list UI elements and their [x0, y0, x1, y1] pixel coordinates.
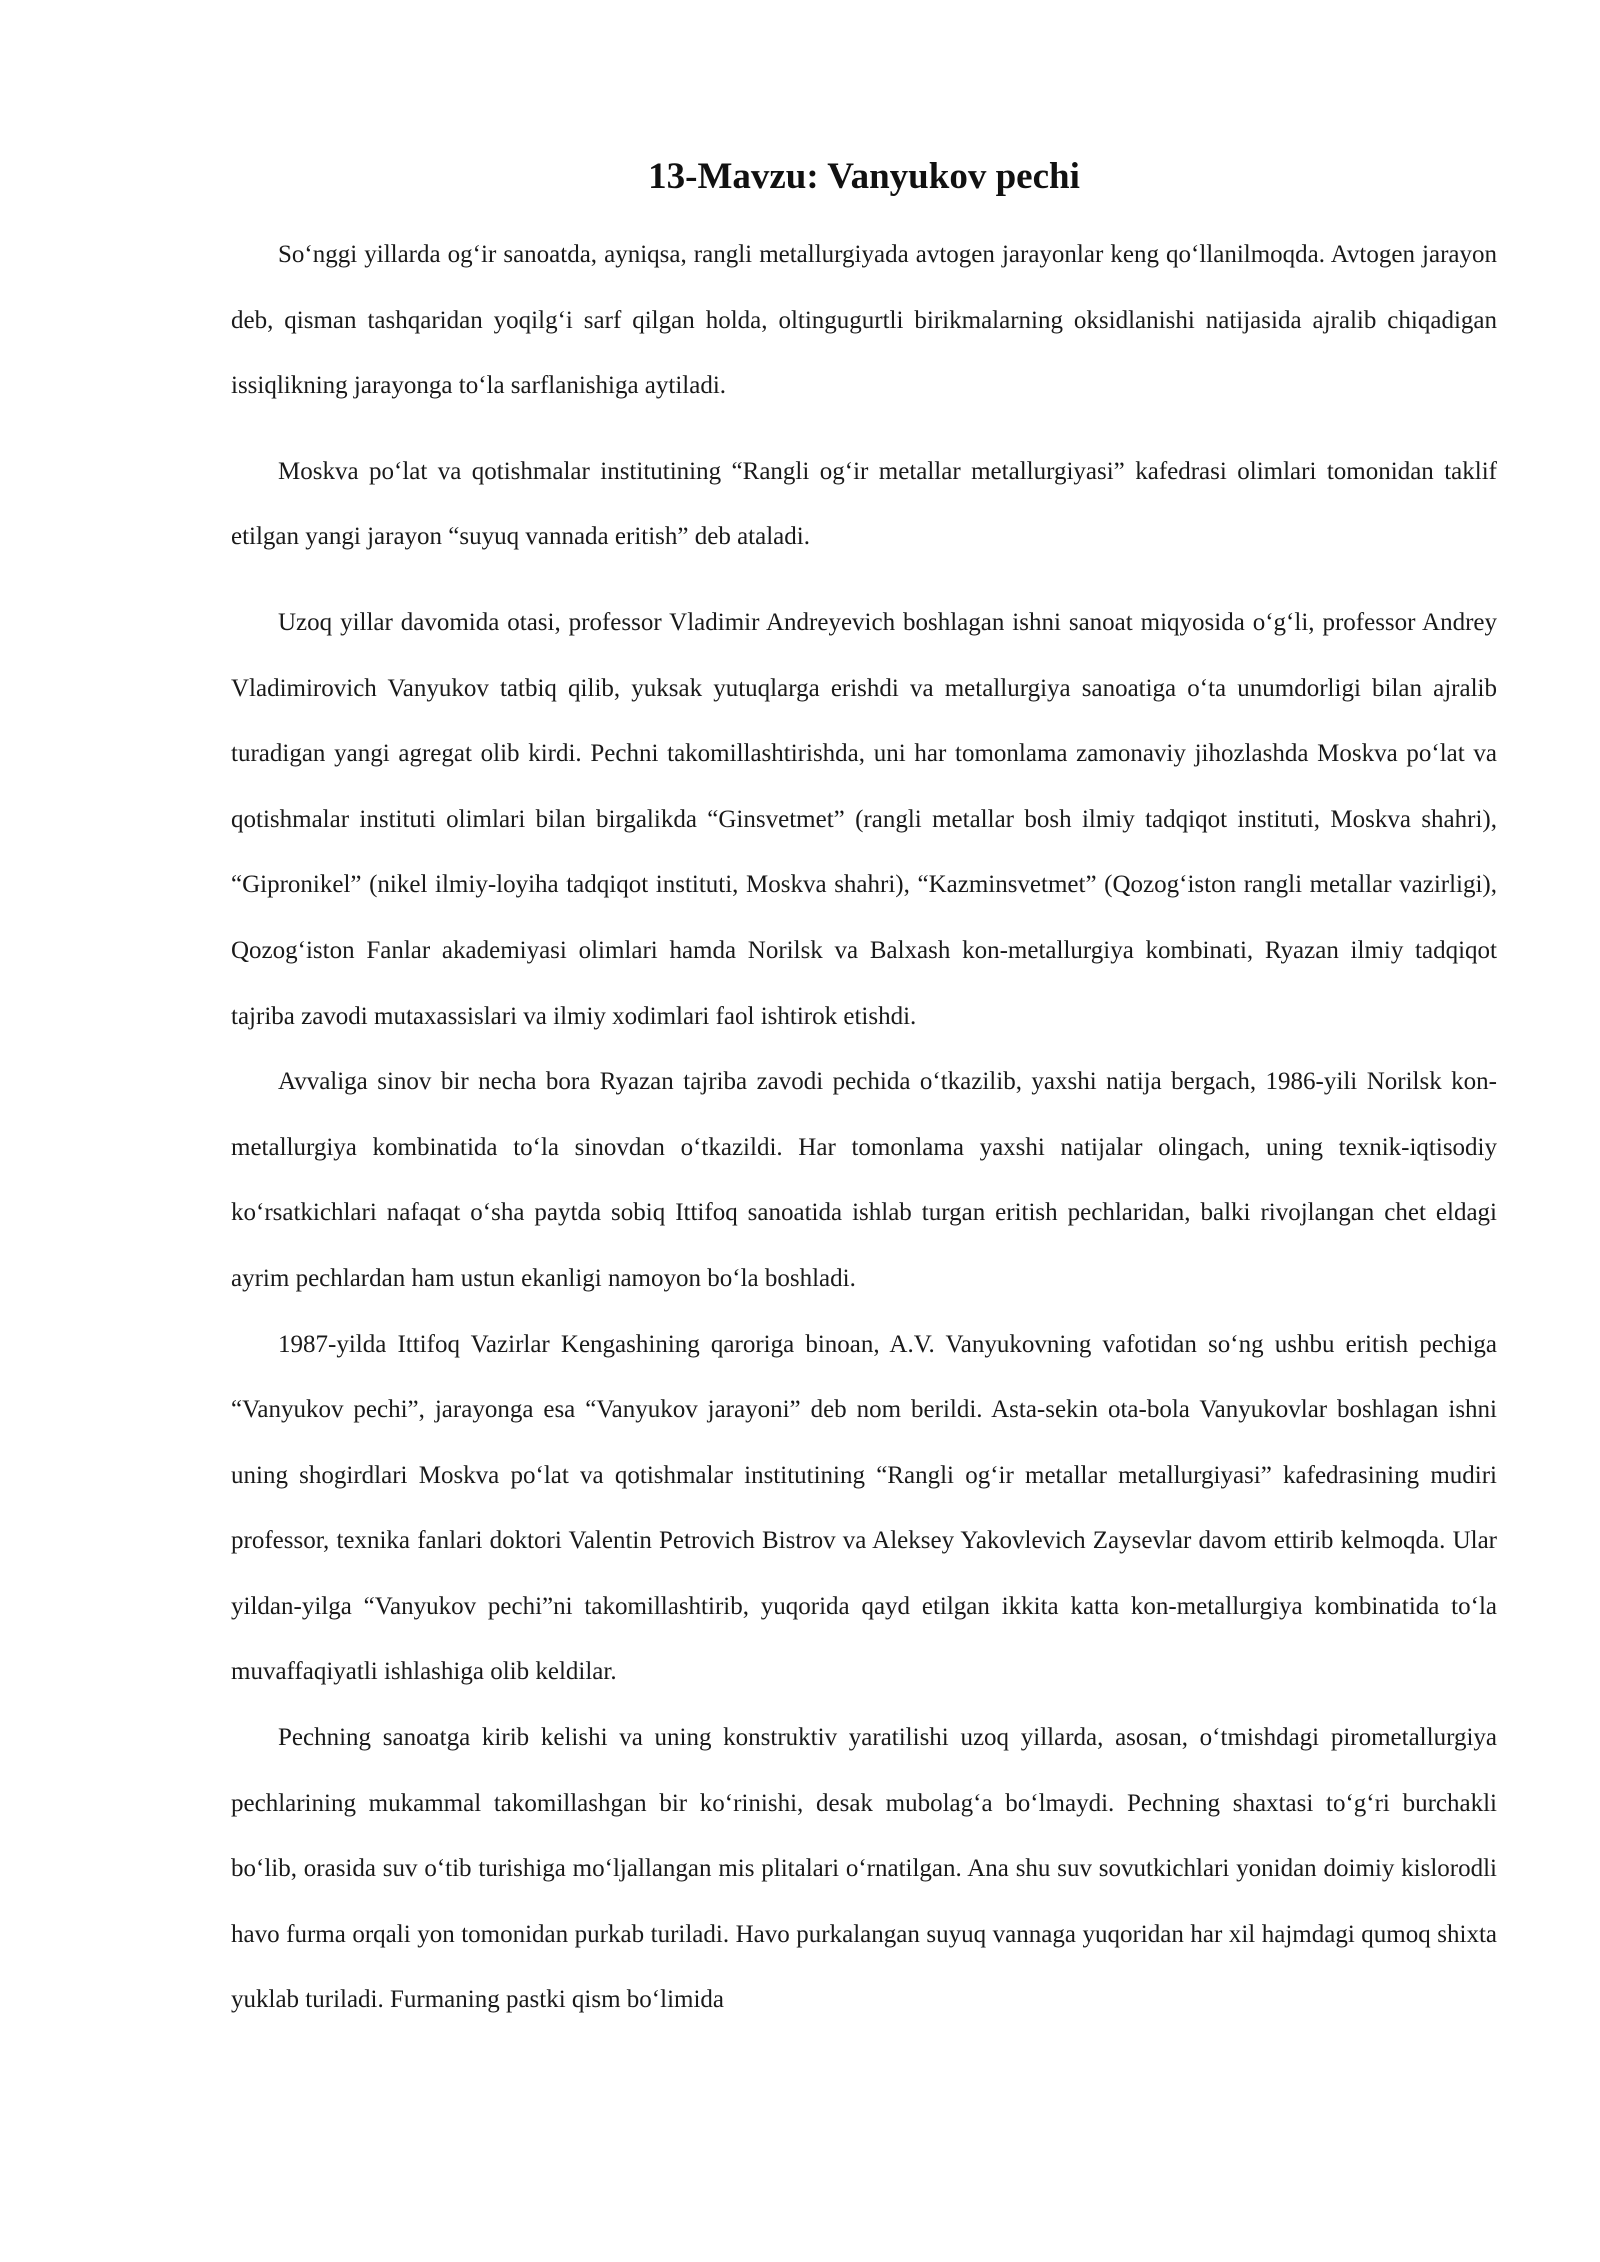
document-body [231, 150, 1497, 2033]
paragraph-5: 1987-yilda Ittifoq Vazirlar Kengashining qaroriga binoan, A.V. Vanyukovning vafotidan so‘ng ushbu eritish pechiga “Vanyukov pechi”, jarayonga esa “Vanyukov jarayoni” deb nom berildi. Asta-sekin ota-bola Vanyukovlar boshlagan ishni uning shogirdlari Moskva po‘lat va qotishmalar institutining “Rangli og‘ir metallar metallurgiyasi” kafedrasining mudiri professor, texnika fanlari doktori Valentin Petrovich Bistrov va Aleksey Yakovlevich Zaysevlar davom ettirib kelmoqda. Ular yildan-yilga “Vanyukov pechi”ni takomillashtirib, yuqorida qayd etilgan ikkita katta kon-metallurgiya kombinatida to‘la muvaffaqiyatli ishlashiga olib keldilar. [231, 1330, 1497, 1686]
paragraph-2: Moskva po‘lat va qotishmalar institutining “Rangli og‘ir metallar metallurgiyasi” kafedrasi olimlari tomonidan taklif etilgan yangi jarayon “suyuq vannada eritish” deb ataladi. [231, 457, 1497, 551]
document-title: 13-Mavzu: Vanyukov pechi [648, 156, 1080, 197]
paragraph-3: Uzoq yillar davomida otasi, professor Vladimir Andreyevich boshlagan ishni sanoat miqyosida o‘g‘li, professor Andrey Vladimirovich Vanyukov tatbiq qilib, yuksak yutuqlarga erishdi va metallurgiya sanoatiga o‘ta unumdorligi bilan ajralib turadigan yangi agregat olib kirdi. Pechni takomillashtirishda, uni har tomonlama zamonaviy jihozlashda Moskva po‘lat va qotishmalar instituti olimlari bilan birgalikda “Ginsvetmet” (rangli metallar bosh ilmiy tadqiqot instituti, Moskva shahri), “Gipronikel” (nikel ilmiy-loyiha tadqiqot instituti, Moskva shahri), “Kazminsvetmet” (Qozog‘iston rangli metallar vazirligi), Qozog‘iston Fanlar akademiyasi olimlari hamda Norilsk va Balxash kon-metallurgiya kombinati, Ryazan ilmiy tadqiqot tajriba zavodi mutaxassislari va ilmiy xodimlari faol ishtirok etishdi. [231, 608, 1497, 1030]
paragraph-4: Avvaliga sinov bir necha bora Ryazan tajriba zavodi pechida o‘tkazilib, yaxshi natija bergach, 1986-yili Norilsk kon-metallurgiya kombinatida to‘la sinovdan o‘tkazildi. Har tomonlama yaxshi natijalar olingach, uning texnik-iqtisodiy ko‘rsatkichlari nafaqat o‘sha paytda sobiq Ittifoq sanoatida ishlab turgan eritish pechlaridan, balki rivojlangan chet eldagi ayrim pechlardan ham ustun ekanligi namoyon bo‘la boshladi. [231, 1068, 1497, 1292]
paragraph-1: So‘nggi yillarda og‘ir sanoatda, ayniqsa, rangli metallurgiyada avtogen jarayonlar keng qo‘llanilmoqda. Avtogen jarayon deb, qisman tashqaridan yoqilg‘i sarf qilgan holda, oltingugurtli birikmalarning oksidlanishi natijasida ajralib chiqadigan issiqlikning jarayonga to‘la sarflanishiga aytiladi. [231, 241, 1497, 400]
paragraph-6: Pechning sanoatga kirib kelishi va uning konstruktiv yaratilishi uzoq yillarda, asosan, o‘tmishdagi pirometallurgiya pechlarining mukammal takomillashgan bir ko‘rinishi, desak mubolag‘a bo‘lmaydi. Pechning shaxtasi to‘g‘ri burchakli bo‘lib, orasida suv o‘tib turishiga mo‘ljallangan mis plitalari o‘rnatilgan. Ana shu suv sovutkichlari yonidan doimiy kislorodli havo furma orqali yon tomonidan purkab turiladi. Havo purkalangan suyuq vannaga yuqoridan har xil hajmdagi qumoq shixta yuklab turiladi. Furmaning pastki qism bo‘limida [231, 1724, 1497, 2014]
